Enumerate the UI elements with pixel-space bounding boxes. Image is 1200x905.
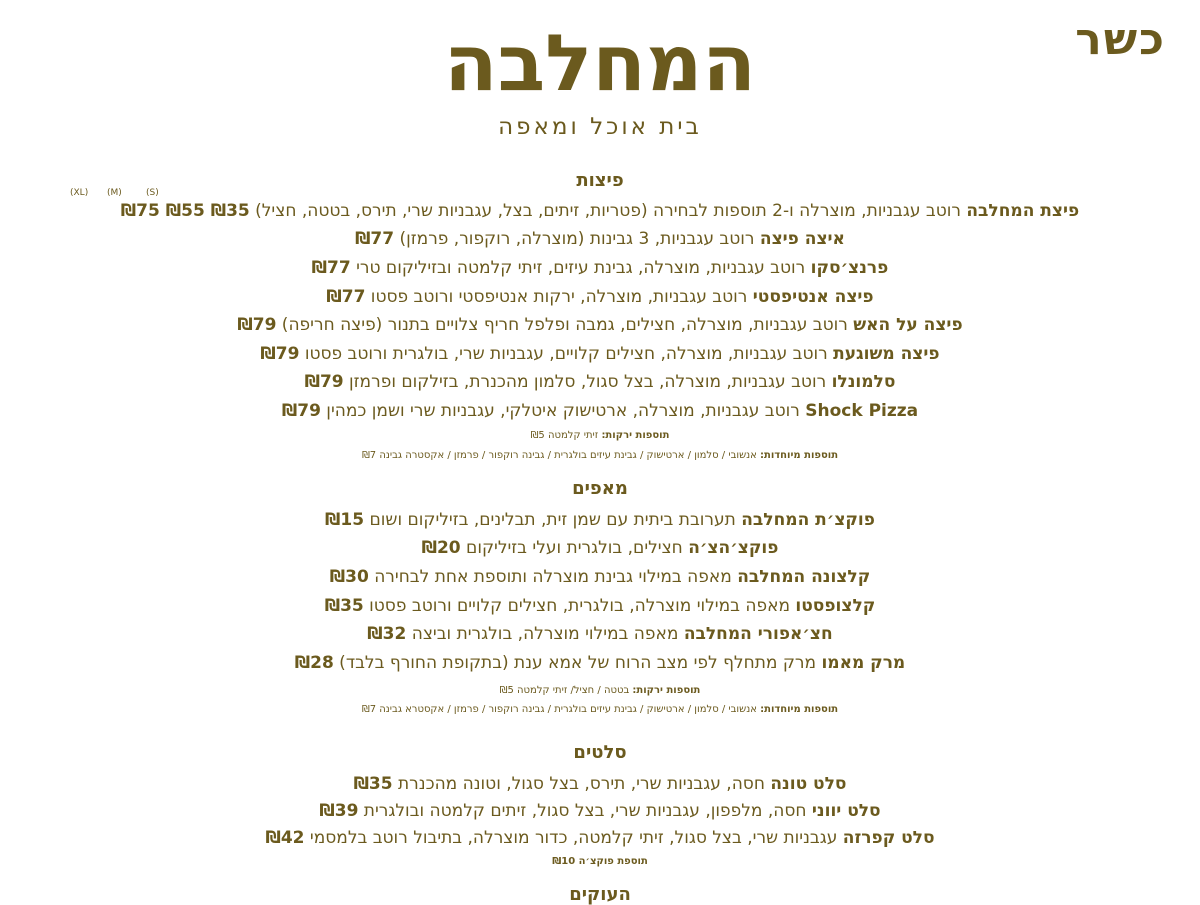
menu-item: [0, 566, 1200, 588]
item-name: Shock Pizza: [805, 401, 919, 421]
item-price: ₪35: [353, 774, 393, 794]
menu-item: [0, 343, 1200, 365]
item-desc: רוטב עגבניות, מוצרלה, חצילים, גמבה ופלפל חריף צלויים בתנור (פיצה חריפה): [276, 315, 854, 335]
item-price: ₪79: [281, 401, 321, 421]
item-price: ₪20: [421, 538, 461, 558]
item-price: ₪32: [367, 624, 407, 644]
menu-item: [0, 228, 1200, 250]
item-price: ₪79: [260, 344, 300, 364]
item-name: סלט קפרזה: [842, 828, 935, 848]
size-label-xl: (XL): [70, 188, 89, 198]
pastry-special-addons-note: [0, 704, 1200, 715]
item-price: ₪79: [304, 372, 344, 392]
menu-item: [0, 371, 1200, 393]
note-text: אנשובי / סלמון / ארטישוק / גבינת עיזים בולגרית / גבינה רוקפור / פרמזן / אקסטרא גבינה ₪7: [361, 704, 761, 715]
note-text: בטטה / חציל/ זיתי קלמטה ₪5: [499, 685, 633, 696]
item-name: סלט טונה: [770, 774, 847, 794]
item-price: ₪77: [311, 258, 351, 278]
pastry-veg-addons-note: [0, 685, 1200, 696]
kosher-label: כשר: [1075, 14, 1166, 65]
pizza-special-addons-note: [0, 450, 1200, 461]
item-desc: חצילים, בולגרית ועלי בזיליקום: [460, 538, 689, 558]
item-price: ₪77: [355, 229, 395, 249]
item-desc: מאפה במילוי מוצרלה, בולגרית, חצילים קלויים ורוטב פסטו: [363, 596, 796, 616]
menu-item: [0, 800, 1200, 822]
menu-item: [0, 509, 1200, 531]
item-price: ₪79: [237, 315, 277, 335]
menu-item: [0, 623, 1200, 645]
note-label: תוספת פוקצ׳ה ₪10: [552, 856, 648, 867]
restaurant-subtitle: בית אוכל ומאפה: [498, 114, 702, 140]
item-price: ₪77: [326, 287, 366, 307]
salad-focaccia-addon-note: [0, 856, 1200, 867]
menu-item: [0, 400, 1200, 422]
item-desc: רוטב עגבניות, מוצרלה, ארטישוק איטלקי, עגבניות שרי ושמן כמהין: [320, 401, 806, 421]
item-desc: חסה, מלפפון, עגבניות שרי, בצל סגול, זיתים קלמטה ובולגרית: [358, 801, 812, 821]
menu-item: [0, 200, 1200, 222]
item-price: ₪42: [265, 828, 305, 848]
menu-item: [0, 595, 1200, 617]
pizza-veg-addons-note: [0, 430, 1200, 441]
menu-item: [0, 652, 1200, 674]
note-label: תוספות מיוחדות:: [760, 704, 839, 715]
item-name: סלט יווני: [811, 801, 881, 821]
item-desc: רוטב עגבניות, מוצרלה ו-2 תוספות לבחירה (פטריות, זיתים, בצל, עגבניות שרי, תירס, בטטה, חציל): [249, 201, 967, 221]
menu-item: [0, 314, 1200, 336]
item-price: ₪39: [319, 801, 359, 821]
item-desc: חסה, עגבניות שרי, תירס, בצל סגול, וטונה מהכנרת: [392, 774, 771, 794]
item-name: קלצופסטו: [795, 596, 876, 616]
item-desc: מאפה במילוי מוצרלה, בולגרית וביצה: [406, 624, 684, 644]
item-desc: רוטב עגבניות, מוצרלה, גבינת עיזים, זיתי קלמטה ובזיליקום טרי: [350, 258, 811, 278]
item-price: ₪28: [294, 653, 334, 673]
item-desc: עגבניות שרי, בצל סגול, זיתי קלמטה, כדור מוצרלה, בתיבול רוטב בלמסמי: [304, 828, 843, 848]
item-price: ₪30: [329, 567, 369, 587]
section-title-pastries: מאפים: [572, 478, 628, 499]
note-label: תוספות ירקות:: [632, 685, 701, 696]
item-name: פוקצ׳ת המחלבה: [741, 510, 875, 530]
item-name: פיצת המחלבה: [966, 201, 1080, 221]
menu-item: [0, 286, 1200, 308]
item-name: פיצה על האש: [853, 315, 963, 335]
item-name: פוקצ׳הצ׳ה: [688, 538, 779, 558]
item-name: מרק מאמו: [821, 653, 906, 673]
item-name: חצ׳אפורי המחלבה: [683, 624, 833, 644]
section-title-salads: סלטים: [573, 742, 627, 763]
note-label: תוספות ירקות:: [601, 430, 670, 441]
menu-item: [0, 827, 1200, 849]
item-name: קלצונה המחלבה: [737, 567, 871, 587]
section-title-next: העוקים: [569, 884, 631, 905]
item-desc: רוטב עגבניות, מוצרלה, בצל סגול, סלמון מהכנרת, בזילקום ופרמזן: [343, 372, 832, 392]
item-desc: רוטב עגבניות, מוצרלה, חצילים קלויים, עגבניות שרי, בולגרית ורוטב פסטו: [299, 344, 834, 364]
note-text: אנשובי / סלמון / ארטישוק / גבינת עיזים בולגרית / גבינה רוקפור / פרמזן / אקסטרה גבינה ₪7: [361, 450, 761, 461]
item-name: פרנצ׳סקו: [810, 258, 889, 278]
item-desc: מאפה במילוי גבינת מוצרלה ותוספת אחת לבחירה: [368, 567, 738, 587]
size-label-s: (S): [146, 188, 159, 198]
item-name: פיצה משוגעת: [833, 344, 940, 364]
item-name: איצה פיצה: [759, 229, 845, 249]
item-price: ₪35 ₪55 ₪75: [120, 201, 250, 221]
section-title-pizzas: פיצות: [576, 170, 624, 191]
note-text: זיתי קלמטה ₪5: [530, 430, 602, 441]
item-desc: מרק מתחלף לפי מצב הרוח של אמא ענת (בתקופת החורף בלבד): [333, 653, 822, 673]
item-price: ₪15: [325, 510, 365, 530]
menu-item: [0, 537, 1200, 559]
menu-item: [0, 257, 1200, 279]
item-desc: רוטב עגבניות, מוצרלה, ירקות אנטיפסטי ורוטב פסטו: [365, 287, 753, 307]
note-label: תוספות מיוחדות:: [760, 450, 839, 461]
item-desc: רוטב עגבניות, 3 גבינות (מוצרלה, רוקפור, פרמזן): [394, 229, 760, 249]
item-name: סלמונלו: [831, 372, 896, 392]
restaurant-title: המחלבה: [444, 19, 756, 109]
item-name: פיצה אנטיפסטי: [752, 287, 874, 307]
item-price: ₪35: [324, 596, 364, 616]
size-label-m: (M): [107, 188, 122, 198]
menu-item: [0, 773, 1200, 795]
item-desc: תערובת ביתית עם שמן זית, תבלינים, בזיליקום ושום: [364, 510, 742, 530]
